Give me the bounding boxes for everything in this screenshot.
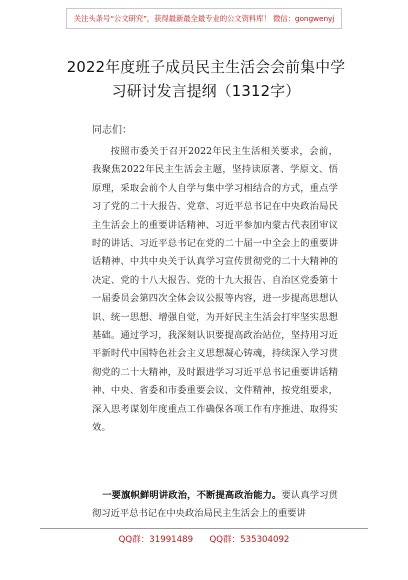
header-banner: 关注头条号“公文研究”，获得最新最全最专业的公文资料库！ 微信：gongwenyj <box>66 8 342 29</box>
section-paragraph <box>92 487 338 524</box>
footer-qq-group-2: QQ群：535304092 <box>209 535 290 545</box>
footer <box>0 533 408 545</box>
body-paragraph: 按照市委关于召开2022年民主生活相关要求，会前，我聚焦2022年民主生活会主题，坚持读原著、学原文、悟原理，采取会前个人自学与集中学习相结合的方式，重点学习了党的二十大报告、党章、习近平总书记在中央政治局民主生活会上的重要讲话精神、习近平参加内蒙古代表团审议时的讲话、习近平总书记在党的二十届一中全会上的重要讲话精神、中共中央关于认真学习宣传贯彻党的二十大精神的决定、党的十八大报告、党的十九大报告、自治区党委第十一届委员会第四次全体会议公报等内容，进一步提高思想认识、统一思想、增强自觉，为开好民主生活会打牢坚实思想基础。通过学习，我深刻认识要提高政治站位，坚持用习近平新时代中国特色社会主义思想凝心铸魂，持续深入学习贯彻党的二十大精神，及时跟进学习习近平总书记重要讲话精神、中央、省委和市委重要会议、文件精神，按党组要求，深入思考谋划年度重点工作确保各项工作有序推进、取得实效。 <box>92 146 338 434</box>
footer-divider <box>40 528 368 529</box>
salutation: 同志们： <box>92 125 132 136</box>
document-title: 2022年度班子成员民主生活会会前集中学习研讨发言提纲（1312字） <box>66 59 346 100</box>
footer-qq-group-1: QQ群：31991489 <box>118 535 194 545</box>
section-text: 要认真学习贯彻习近平总书记在中央政治局民主生活会上的重要讲 <box>92 490 338 520</box>
section-heading: 一要旗帜鲜明讲政治，不断提高政治能力。 <box>102 490 282 501</box>
